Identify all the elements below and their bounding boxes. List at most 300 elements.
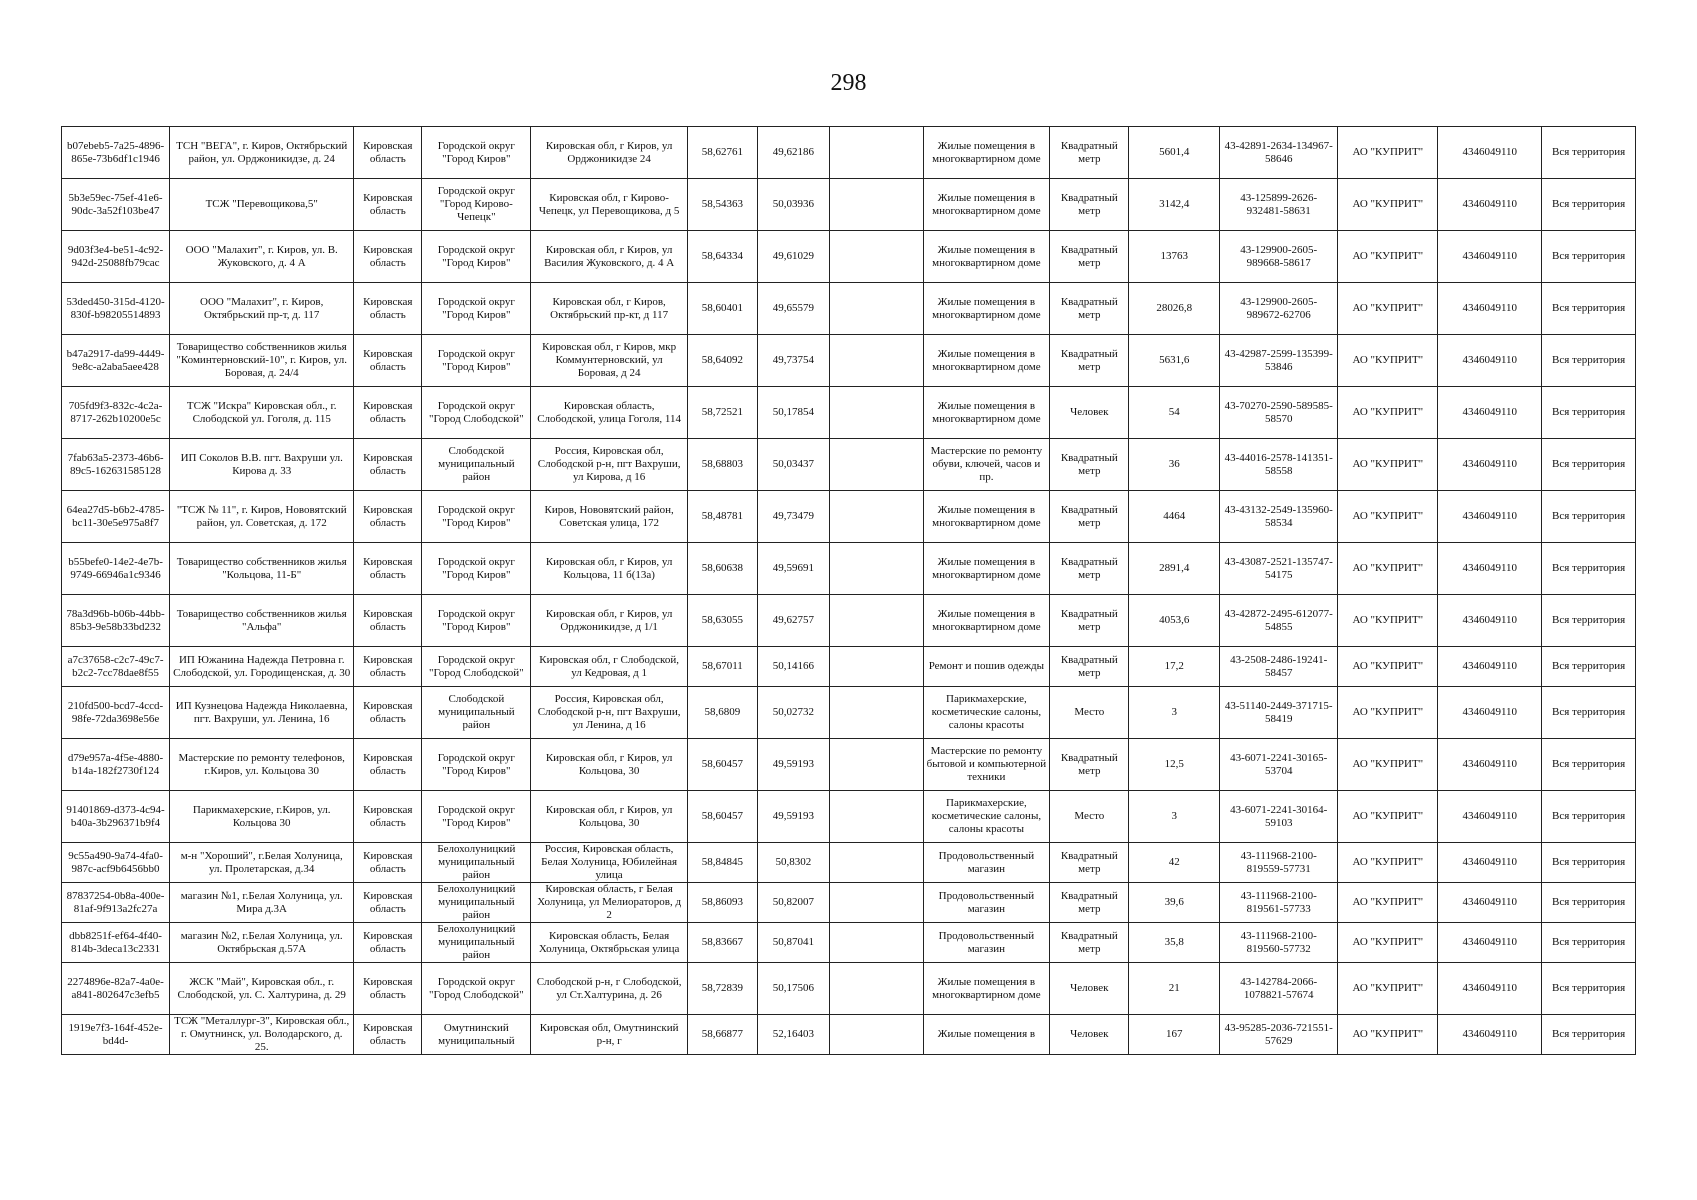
operator-cell: АО "КУПРИТ" bbox=[1338, 687, 1438, 739]
object-code-cell: 43-125899-2626-932481-58631 bbox=[1220, 179, 1338, 231]
table-row bbox=[62, 923, 1636, 963]
object-code-cell: 43-6071-2241-30164-59103 bbox=[1220, 791, 1338, 843]
municipality-cell: Городской округ "Город Киров" bbox=[422, 595, 531, 647]
operator-cell: АО "КУПРИТ" bbox=[1338, 335, 1438, 387]
address-cell: Кировская обл, г Киров, ул Кольцова, 30 bbox=[531, 739, 687, 791]
operator-cell: АО "КУПРИТ" bbox=[1338, 1015, 1438, 1055]
organization-cell: ИП Соколов В.В. пгт. Вахруши ул. Кирова д. 33 bbox=[170, 439, 354, 491]
longitude-cell: 52,16403 bbox=[757, 1015, 829, 1055]
object-category-cell: Жилые помещения в многоквартирном доме bbox=[923, 543, 1050, 595]
object-code-cell: 43-42891-2634-134967-58646 bbox=[1220, 127, 1338, 179]
longitude-cell: 49,61029 bbox=[757, 231, 829, 283]
region-cell: Кировская область bbox=[354, 791, 422, 843]
region-cell: Кировская область bbox=[354, 963, 422, 1015]
object-code-cell: 43-111968-2100-819561-57733 bbox=[1220, 883, 1338, 923]
organization-cell: магазин №1, г.Белая Холуница, ул. Мира д.3А bbox=[170, 883, 354, 923]
organization-cell: ООО "Малахит", г. Киров, Октябрьский пр-т, д. 117 bbox=[170, 283, 354, 335]
quantity-cell: 36 bbox=[1129, 439, 1220, 491]
latitude-cell: 58,64092 bbox=[687, 335, 757, 387]
inn-cell: 4346049110 bbox=[1438, 491, 1542, 543]
territory-cell: Вся территория bbox=[1542, 179, 1636, 231]
empty-column-cell bbox=[829, 843, 923, 883]
municipality-cell: Белохолуницкий муниципальный район bbox=[422, 843, 531, 883]
operator-cell: АО "КУПРИТ" bbox=[1338, 923, 1438, 963]
inn-cell: 4346049110 bbox=[1438, 387, 1542, 439]
longitude-cell: 50,82007 bbox=[757, 883, 829, 923]
organization-cell: ТСН "ВЕГА", г. Киров, Октябрьский район, ул. Орджоникидзе, д. 24 bbox=[170, 127, 354, 179]
address-cell: Кировская обл, г Киров, Октябрьский пр-кт, д 117 bbox=[531, 283, 687, 335]
table-row bbox=[62, 127, 1636, 179]
object-code-cell: 43-51140-2449-371715-58419 bbox=[1220, 687, 1338, 739]
empty-column-cell bbox=[829, 491, 923, 543]
territory-cell: Вся территория bbox=[1542, 963, 1636, 1015]
latitude-cell: 58,60638 bbox=[687, 543, 757, 595]
unit-cell: Квадратный метр bbox=[1050, 179, 1129, 231]
table-row bbox=[62, 1015, 1636, 1055]
operator-cell: АО "КУПРИТ" bbox=[1338, 883, 1438, 923]
inn-cell: 4346049110 bbox=[1438, 687, 1542, 739]
latitude-cell: 58,54363 bbox=[687, 179, 757, 231]
territory-cell: Вся территория bbox=[1542, 883, 1636, 923]
longitude-cell: 49,73479 bbox=[757, 491, 829, 543]
municipality-cell: Слободской муниципальный район bbox=[422, 687, 531, 739]
object-code-cell: 43-129900-2605-989672-62706 bbox=[1220, 283, 1338, 335]
address-cell: Кировская область, г Белая Холуница, ул Мелиораторов, д 2 bbox=[531, 883, 687, 923]
operator-cell: АО "КУПРИТ" bbox=[1338, 739, 1438, 791]
object-category-cell: Жилые помещения в многоквартирном доме bbox=[923, 335, 1050, 387]
region-cell: Кировская область bbox=[354, 739, 422, 791]
territory-cell: Вся территория bbox=[1542, 543, 1636, 595]
region-cell: Кировская область bbox=[354, 231, 422, 283]
operator-cell: АО "КУПРИТ" bbox=[1338, 387, 1438, 439]
quantity-cell: 3 bbox=[1129, 791, 1220, 843]
object-category-cell: Ремонт и пошив одежды bbox=[923, 647, 1050, 687]
unit-cell: Квадратный метр bbox=[1050, 491, 1129, 543]
municipality-cell: Омутнинский муниципальный bbox=[422, 1015, 531, 1055]
empty-column-cell bbox=[829, 687, 923, 739]
municipality-cell: Городской округ "Город Киров" bbox=[422, 543, 531, 595]
latitude-cell: 58,60457 bbox=[687, 739, 757, 791]
operator-cell: АО "КУПРИТ" bbox=[1338, 543, 1438, 595]
organization-cell: Товарищество собственников жилья "Коминтерновский-10", г. Киров, ул. Боровая, д. 24/4 bbox=[170, 335, 354, 387]
longitude-cell: 49,62186 bbox=[757, 127, 829, 179]
empty-column-cell bbox=[829, 335, 923, 387]
latitude-cell: 58,64334 bbox=[687, 231, 757, 283]
record-id-cell: b47a2917-da99-4449-9e8c-a2aba5aee428 bbox=[62, 335, 170, 387]
longitude-cell: 50,17854 bbox=[757, 387, 829, 439]
unit-cell: Человек bbox=[1050, 963, 1129, 1015]
object-code-cell: 43-43132-2549-135960-58534 bbox=[1220, 491, 1338, 543]
unit-cell: Квадратный метр bbox=[1050, 923, 1129, 963]
latitude-cell: 58,60457 bbox=[687, 791, 757, 843]
address-cell: Кировская обл, Омутнинский р-н, г bbox=[531, 1015, 687, 1055]
longitude-cell: 50,17506 bbox=[757, 963, 829, 1015]
region-cell: Кировская область bbox=[354, 595, 422, 647]
region-cell: Кировская область bbox=[354, 923, 422, 963]
unit-cell: Место bbox=[1050, 791, 1129, 843]
record-id-cell: 78a3d96b-b06b-44bb-85b3-9e58b33bd232 bbox=[62, 595, 170, 647]
longitude-cell: 50,03437 bbox=[757, 439, 829, 491]
address-cell: Кировская обл, г Киров, ул Василия Жуковского, д. 4 А bbox=[531, 231, 687, 283]
region-cell: Кировская область bbox=[354, 687, 422, 739]
municipality-cell: Городской округ "Город Слободской" bbox=[422, 647, 531, 687]
operator-cell: АО "КУПРИТ" bbox=[1338, 791, 1438, 843]
territory-cell: Вся территория bbox=[1542, 231, 1636, 283]
latitude-cell: 58,48781 bbox=[687, 491, 757, 543]
inn-cell: 4346049110 bbox=[1438, 883, 1542, 923]
object-category-cell: Продовольственный магазин bbox=[923, 883, 1050, 923]
organization-cell: ТСЖ "Перевощикова,5" bbox=[170, 179, 354, 231]
record-id-cell: 9d03f3e4-be51-4c92-942d-25088fb79cac bbox=[62, 231, 170, 283]
municipality-cell: Городской округ "Город Киров" bbox=[422, 283, 531, 335]
empty-column-cell bbox=[829, 387, 923, 439]
table-row bbox=[62, 439, 1636, 491]
empty-column-cell bbox=[829, 283, 923, 335]
organization-cell: магазин №2, г.Белая Холуница, ул. Октябрьская д.57А bbox=[170, 923, 354, 963]
object-category-cell: Жилые помещения в многоквартирном доме bbox=[923, 231, 1050, 283]
inn-cell: 4346049110 bbox=[1438, 283, 1542, 335]
latitude-cell: 58,72839 bbox=[687, 963, 757, 1015]
territory-cell: Вся территория bbox=[1542, 127, 1636, 179]
longitude-cell: 49,59691 bbox=[757, 543, 829, 595]
record-id-cell: 64ea27d5-b6b2-4785-bc11-30e5e975a8f7 bbox=[62, 491, 170, 543]
municipality-cell: Городской округ "Город Слободской" bbox=[422, 387, 531, 439]
territory-cell: Вся территория bbox=[1542, 283, 1636, 335]
latitude-cell: 58,68803 bbox=[687, 439, 757, 491]
operator-cell: АО "КУПРИТ" bbox=[1338, 491, 1438, 543]
inn-cell: 4346049110 bbox=[1438, 439, 1542, 491]
latitude-cell: 58,60401 bbox=[687, 283, 757, 335]
quantity-cell: 17,2 bbox=[1129, 647, 1220, 687]
municipality-cell: Белохолуницкий муниципальный район bbox=[422, 923, 531, 963]
address-cell: Кировская обл, г Киров, ул Кольцова, 11 б(13а) bbox=[531, 543, 687, 595]
latitude-cell: 58,72521 bbox=[687, 387, 757, 439]
empty-column-cell bbox=[829, 179, 923, 231]
region-cell: Кировская область bbox=[354, 843, 422, 883]
record-id-cell: 9c55a490-9a74-4fa0-987c-acf9b6456bb0 bbox=[62, 843, 170, 883]
municipality-cell: Городской округ "Город Киров" bbox=[422, 335, 531, 387]
object-code-cell: 43-42987-2599-135399-53846 bbox=[1220, 335, 1338, 387]
territory-cell: Вся территория bbox=[1542, 687, 1636, 739]
inn-cell: 4346049110 bbox=[1438, 127, 1542, 179]
inn-cell: 4346049110 bbox=[1438, 1015, 1542, 1055]
municipality-cell: Слободской муниципальный район bbox=[422, 439, 531, 491]
object-category-cell: Парикмахерские, косметические салоны, салоны красоты bbox=[923, 687, 1050, 739]
object-category-cell: Жилые помещения в многоквартирном доме bbox=[923, 595, 1050, 647]
record-id-cell: 91401869-d373-4c94-b40a-3b296371b9f4 bbox=[62, 791, 170, 843]
table-row bbox=[62, 387, 1636, 439]
address-cell: Кировская обл, г Киров, ул Орджоникидзе 24 bbox=[531, 127, 687, 179]
territory-cell: Вся территория bbox=[1542, 595, 1636, 647]
inn-cell: 4346049110 bbox=[1438, 647, 1542, 687]
address-cell: Кировская область, Слободской, улица Гоголя, 114 bbox=[531, 387, 687, 439]
table-row bbox=[62, 335, 1636, 387]
inn-cell: 4346049110 bbox=[1438, 231, 1542, 283]
address-cell: Россия, Кировская обл, Слободской р-н, пгт Вахруши, ул Кирова, д 16 bbox=[531, 439, 687, 491]
quantity-cell: 35,8 bbox=[1129, 923, 1220, 963]
latitude-cell: 58,67011 bbox=[687, 647, 757, 687]
address-cell: Кировская обл, г Киров, мкр Коммунтерновский, ул Боровая, д 24 bbox=[531, 335, 687, 387]
latitude-cell: 58,62761 bbox=[687, 127, 757, 179]
unit-cell: Место bbox=[1050, 687, 1129, 739]
operator-cell: АО "КУПРИТ" bbox=[1338, 439, 1438, 491]
region-cell: Кировская область bbox=[354, 179, 422, 231]
municipality-cell: Городской округ "Город Киров" bbox=[422, 127, 531, 179]
empty-column-cell bbox=[829, 127, 923, 179]
address-cell: Кировская обл, г Кирово-Чепецк, ул Перевощикова, д 5 bbox=[531, 179, 687, 231]
table-row bbox=[62, 843, 1636, 883]
longitude-cell: 49,65579 bbox=[757, 283, 829, 335]
object-code-cell: 43-70270-2590-589585-58570 bbox=[1220, 387, 1338, 439]
empty-column-cell bbox=[829, 231, 923, 283]
empty-column-cell bbox=[829, 791, 923, 843]
municipality-cell: Городской округ "Город Кирово-Чепецк" bbox=[422, 179, 531, 231]
territory-cell: Вся территория bbox=[1542, 1015, 1636, 1055]
address-cell: Кировская область, Белая Холуница, Октябрьская улица bbox=[531, 923, 687, 963]
municipality-cell: Городской округ "Город Киров" bbox=[422, 791, 531, 843]
longitude-cell: 50,03936 bbox=[757, 179, 829, 231]
region-cell: Кировская область bbox=[354, 883, 422, 923]
latitude-cell: 58,66877 bbox=[687, 1015, 757, 1055]
unit-cell: Квадратный метр bbox=[1050, 439, 1129, 491]
quantity-cell: 5601,4 bbox=[1129, 127, 1220, 179]
address-cell: Россия, Кировская обл, Слободской р-н, пгт Вахруши, ул Ленина, д 16 bbox=[531, 687, 687, 739]
region-cell: Кировская область bbox=[354, 543, 422, 595]
municipality-cell: Городской округ "Город Киров" bbox=[422, 491, 531, 543]
record-id-cell: 7fab63a5-2373-46b6-89c5-162631585128 bbox=[62, 439, 170, 491]
unit-cell: Квадратный метр bbox=[1050, 127, 1129, 179]
operator-cell: АО "КУПРИТ" bbox=[1338, 963, 1438, 1015]
address-cell: Россия, Кировская область, Белая Холуница, Юбилейная улица bbox=[531, 843, 687, 883]
registry-table bbox=[61, 126, 1636, 1055]
unit-cell: Квадратный метр bbox=[1050, 335, 1129, 387]
object-category-cell: Продовольственный магазин bbox=[923, 923, 1050, 963]
operator-cell: АО "КУПРИТ" bbox=[1338, 843, 1438, 883]
inn-cell: 4346049110 bbox=[1438, 963, 1542, 1015]
record-id-cell: 5b3e59ec-75ef-41e6-90dc-3a52f103be47 bbox=[62, 179, 170, 231]
address-cell: Кировская обл, г Киров, ул Орджоникидзе, д 1/1 bbox=[531, 595, 687, 647]
longitude-cell: 50,8302 bbox=[757, 843, 829, 883]
unit-cell: Человек bbox=[1050, 387, 1129, 439]
address-cell: Киров, Нововятский район, Советская улица, 172 bbox=[531, 491, 687, 543]
inn-cell: 4346049110 bbox=[1438, 923, 1542, 963]
record-id-cell: 53ded450-315d-4120-830f-b98205514893 bbox=[62, 283, 170, 335]
object-code-cell: 43-142784-2066-1078821-57674 bbox=[1220, 963, 1338, 1015]
empty-column-cell bbox=[829, 647, 923, 687]
unit-cell: Человек bbox=[1050, 1015, 1129, 1055]
quantity-cell: 5631,6 bbox=[1129, 335, 1220, 387]
table-row bbox=[62, 595, 1636, 647]
object-code-cell: 43-95285-2036-721551-57629 bbox=[1220, 1015, 1338, 1055]
table-row bbox=[62, 179, 1636, 231]
quantity-cell: 28026,8 bbox=[1129, 283, 1220, 335]
latitude-cell: 58,84845 bbox=[687, 843, 757, 883]
object-code-cell: 43-111968-2100-819559-57731 bbox=[1220, 843, 1338, 883]
longitude-cell: 49,59193 bbox=[757, 791, 829, 843]
operator-cell: АО "КУПРИТ" bbox=[1338, 595, 1438, 647]
quantity-cell: 2891,4 bbox=[1129, 543, 1220, 595]
inn-cell: 4346049110 bbox=[1438, 843, 1542, 883]
longitude-cell: 50,14166 bbox=[757, 647, 829, 687]
empty-column-cell bbox=[829, 923, 923, 963]
latitude-cell: 58,6809 bbox=[687, 687, 757, 739]
quantity-cell: 21 bbox=[1129, 963, 1220, 1015]
inn-cell: 4346049110 bbox=[1438, 595, 1542, 647]
inn-cell: 4346049110 bbox=[1438, 335, 1542, 387]
longitude-cell: 49,73754 bbox=[757, 335, 829, 387]
territory-cell: Вся территория bbox=[1542, 647, 1636, 687]
address-cell: Кировская обл, г Киров, ул Кольцова, 30 bbox=[531, 791, 687, 843]
territory-cell: Вся территория bbox=[1542, 387, 1636, 439]
quantity-cell: 167 bbox=[1129, 1015, 1220, 1055]
object-category-cell: Жилые помещения в многоквартирном доме bbox=[923, 387, 1050, 439]
operator-cell: АО "КУПРИТ" bbox=[1338, 127, 1438, 179]
quantity-cell: 3 bbox=[1129, 687, 1220, 739]
latitude-cell: 58,83667 bbox=[687, 923, 757, 963]
record-id-cell: 705fd9f3-832c-4c2a-8717-262b10200e5c bbox=[62, 387, 170, 439]
unit-cell: Квадратный метр bbox=[1050, 883, 1129, 923]
territory-cell: Вся территория bbox=[1542, 491, 1636, 543]
record-id-cell: 1919e7f3-164f-452e-bd4d- bbox=[62, 1015, 170, 1055]
record-id-cell: dbb8251f-ef64-4f40-814b-3deca13c2331 bbox=[62, 923, 170, 963]
organization-cell: Товарищество собственников жилья "Кольцова, 11-Б" bbox=[170, 543, 354, 595]
quantity-cell: 4053,6 bbox=[1129, 595, 1220, 647]
empty-column-cell bbox=[829, 963, 923, 1015]
record-id-cell: b07ebeb5-7a25-4896-865e-73b6df1c1946 bbox=[62, 127, 170, 179]
quantity-cell: 13763 bbox=[1129, 231, 1220, 283]
region-cell: Кировская область bbox=[354, 1015, 422, 1055]
territory-cell: Вся территория bbox=[1542, 335, 1636, 387]
territory-cell: Вся территория bbox=[1542, 923, 1636, 963]
organization-cell: ООО "Малахит", г. Киров, ул. В. Жуковского, д. 4 А bbox=[170, 231, 354, 283]
inn-cell: 4346049110 bbox=[1438, 179, 1542, 231]
unit-cell: Квадратный метр bbox=[1050, 843, 1129, 883]
object-code-cell: 43-2508-2486-19241-58457 bbox=[1220, 647, 1338, 687]
longitude-cell: 50,87041 bbox=[757, 923, 829, 963]
territory-cell: Вся территория bbox=[1542, 439, 1636, 491]
table-row bbox=[62, 491, 1636, 543]
address-cell: Кировская обл, г Слободской, ул Кедровая, д 1 bbox=[531, 647, 687, 687]
longitude-cell: 50,02732 bbox=[757, 687, 829, 739]
table-row bbox=[62, 883, 1636, 923]
empty-column-cell bbox=[829, 439, 923, 491]
object-category-cell: Жилые помещения в bbox=[923, 1015, 1050, 1055]
object-code-cell: 43-6071-2241-30165-53704 bbox=[1220, 739, 1338, 791]
longitude-cell: 49,62757 bbox=[757, 595, 829, 647]
latitude-cell: 58,63055 bbox=[687, 595, 757, 647]
object-category-cell: Жилые помещения в многоквартирном доме bbox=[923, 963, 1050, 1015]
empty-column-cell bbox=[829, 1015, 923, 1055]
record-id-cell: b55befe0-14e2-4e7b-9749-66946a1c9346 bbox=[62, 543, 170, 595]
record-id-cell: 2274896e-82a7-4a0e-a841-802647c3efb5 bbox=[62, 963, 170, 1015]
organization-cell: ИП Южанина Надежда Петровна г. Слободской, ул. Городищенская, д. 30 bbox=[170, 647, 354, 687]
table-row bbox=[62, 231, 1636, 283]
unit-cell: Квадратный метр bbox=[1050, 543, 1129, 595]
organization-cell: Парикмахерские, г.Киров, ул. Кольцова 30 bbox=[170, 791, 354, 843]
unit-cell: Квадратный метр bbox=[1050, 595, 1129, 647]
object-code-cell: 43-42872-2495-612077-54855 bbox=[1220, 595, 1338, 647]
inn-cell: 4346049110 bbox=[1438, 543, 1542, 595]
operator-cell: АО "КУПРИТ" bbox=[1338, 231, 1438, 283]
municipality-cell: Городской округ "Город Слободской" bbox=[422, 963, 531, 1015]
table-row bbox=[62, 687, 1636, 739]
municipality-cell: Белохолуницкий муниципальный район bbox=[422, 883, 531, 923]
organization-cell: ТСЖ "Искра" Кировская обл., г. Слободской ул. Гоголя, д. 115 bbox=[170, 387, 354, 439]
territory-cell: Вся территория bbox=[1542, 739, 1636, 791]
region-cell: Кировская область bbox=[354, 127, 422, 179]
record-id-cell: a7c37658-c2c7-49c7-b2c2-7cc78dae8f55 bbox=[62, 647, 170, 687]
latitude-cell: 58,86093 bbox=[687, 883, 757, 923]
quantity-cell: 3142,4 bbox=[1129, 179, 1220, 231]
page-number: 298 bbox=[830, 70, 867, 96]
object-category-cell: Мастерские по ремонту обуви, ключей, часов и пр. bbox=[923, 439, 1050, 491]
object-category-cell: Жилые помещения в многоквартирном доме bbox=[923, 283, 1050, 335]
unit-cell: Квадратный метр bbox=[1050, 283, 1129, 335]
object-category-cell: Жилые помещения в многоквартирном доме bbox=[923, 127, 1050, 179]
organization-cell: "ТСЖ № 11", г. Киров, Нововятский район, ул. Советская, д. 172 bbox=[170, 491, 354, 543]
region-cell: Кировская область bbox=[354, 387, 422, 439]
object-category-cell: Парикмахерские, косметические салоны, салоны красоты bbox=[923, 791, 1050, 843]
region-cell: Кировская область bbox=[354, 439, 422, 491]
quantity-cell: 54 bbox=[1129, 387, 1220, 439]
record-id-cell: d79e957a-4f5e-4880-b14a-182f2730f124 bbox=[62, 739, 170, 791]
object-category-cell: Мастерские по ремонту бытовой и компьютерной техники bbox=[923, 739, 1050, 791]
organization-cell: ИП Кузнецова Надежда Николаевна, пгт. Вахруши, ул. Ленина, 16 bbox=[170, 687, 354, 739]
municipality-cell: Городской округ "Город Киров" bbox=[422, 739, 531, 791]
table-row bbox=[62, 543, 1636, 595]
record-id-cell: 87837254-0b8a-400e-81af-9f913a2fc27a bbox=[62, 883, 170, 923]
operator-cell: АО "КУПРИТ" bbox=[1338, 283, 1438, 335]
inn-cell: 4346049110 bbox=[1438, 791, 1542, 843]
object-code-cell: 43-129900-2605-989668-58617 bbox=[1220, 231, 1338, 283]
quantity-cell: 12,5 bbox=[1129, 739, 1220, 791]
region-cell: Кировская область bbox=[354, 335, 422, 387]
address-cell: Слободской р-н, г Слободской, ул Ст.Халтурина, д. 26 bbox=[531, 963, 687, 1015]
unit-cell: Квадратный метр bbox=[1050, 231, 1129, 283]
table-row bbox=[62, 283, 1636, 335]
unit-cell: Квадратный метр bbox=[1050, 739, 1129, 791]
organization-cell: ЖСК "Май", Кировская обл., г. Слободской, ул. С. Халтурина, д. 29 bbox=[170, 963, 354, 1015]
region-cell: Кировская область bbox=[354, 283, 422, 335]
object-category-cell: Продовольственный магазин bbox=[923, 843, 1050, 883]
organization-cell: м-н "Хороший", г.Белая Холуница, ул. Пролетарская, д.34 bbox=[170, 843, 354, 883]
registry-body bbox=[62, 127, 1636, 1055]
region-cell: Кировская область bbox=[354, 647, 422, 687]
operator-cell: АО "КУПРИТ" bbox=[1338, 647, 1438, 687]
inn-cell: 4346049110 bbox=[1438, 739, 1542, 791]
municipality-cell: Городской округ "Город Киров" bbox=[422, 231, 531, 283]
quantity-cell: 4464 bbox=[1129, 491, 1220, 543]
table-row bbox=[62, 647, 1636, 687]
territory-cell: Вся территория bbox=[1542, 791, 1636, 843]
object-category-cell: Жилые помещения в многоквартирном доме bbox=[923, 179, 1050, 231]
quantity-cell: 42 bbox=[1129, 843, 1220, 883]
region-cell: Кировская область bbox=[354, 491, 422, 543]
table-row bbox=[62, 791, 1636, 843]
table-row bbox=[62, 963, 1636, 1015]
unit-cell: Квадратный метр bbox=[1050, 647, 1129, 687]
empty-column-cell bbox=[829, 543, 923, 595]
longitude-cell: 49,59193 bbox=[757, 739, 829, 791]
organization-cell: ТСЖ "Металлург-3", Кировская обл., г. Омутнинск, ул. Володарского, д. 25. bbox=[170, 1015, 354, 1055]
empty-column-cell bbox=[829, 883, 923, 923]
organization-cell: Товарищество собственников жилья "Альфа" bbox=[170, 595, 354, 647]
quantity-cell: 39,6 bbox=[1129, 883, 1220, 923]
empty-column-cell bbox=[829, 739, 923, 791]
object-code-cell: 43-44016-2578-141351-58558 bbox=[1220, 439, 1338, 491]
object-category-cell: Жилые помещения в многоквартирном доме bbox=[923, 491, 1050, 543]
record-id-cell: 210fd500-bcd7-4ccd-98fe-72da3698e56e bbox=[62, 687, 170, 739]
